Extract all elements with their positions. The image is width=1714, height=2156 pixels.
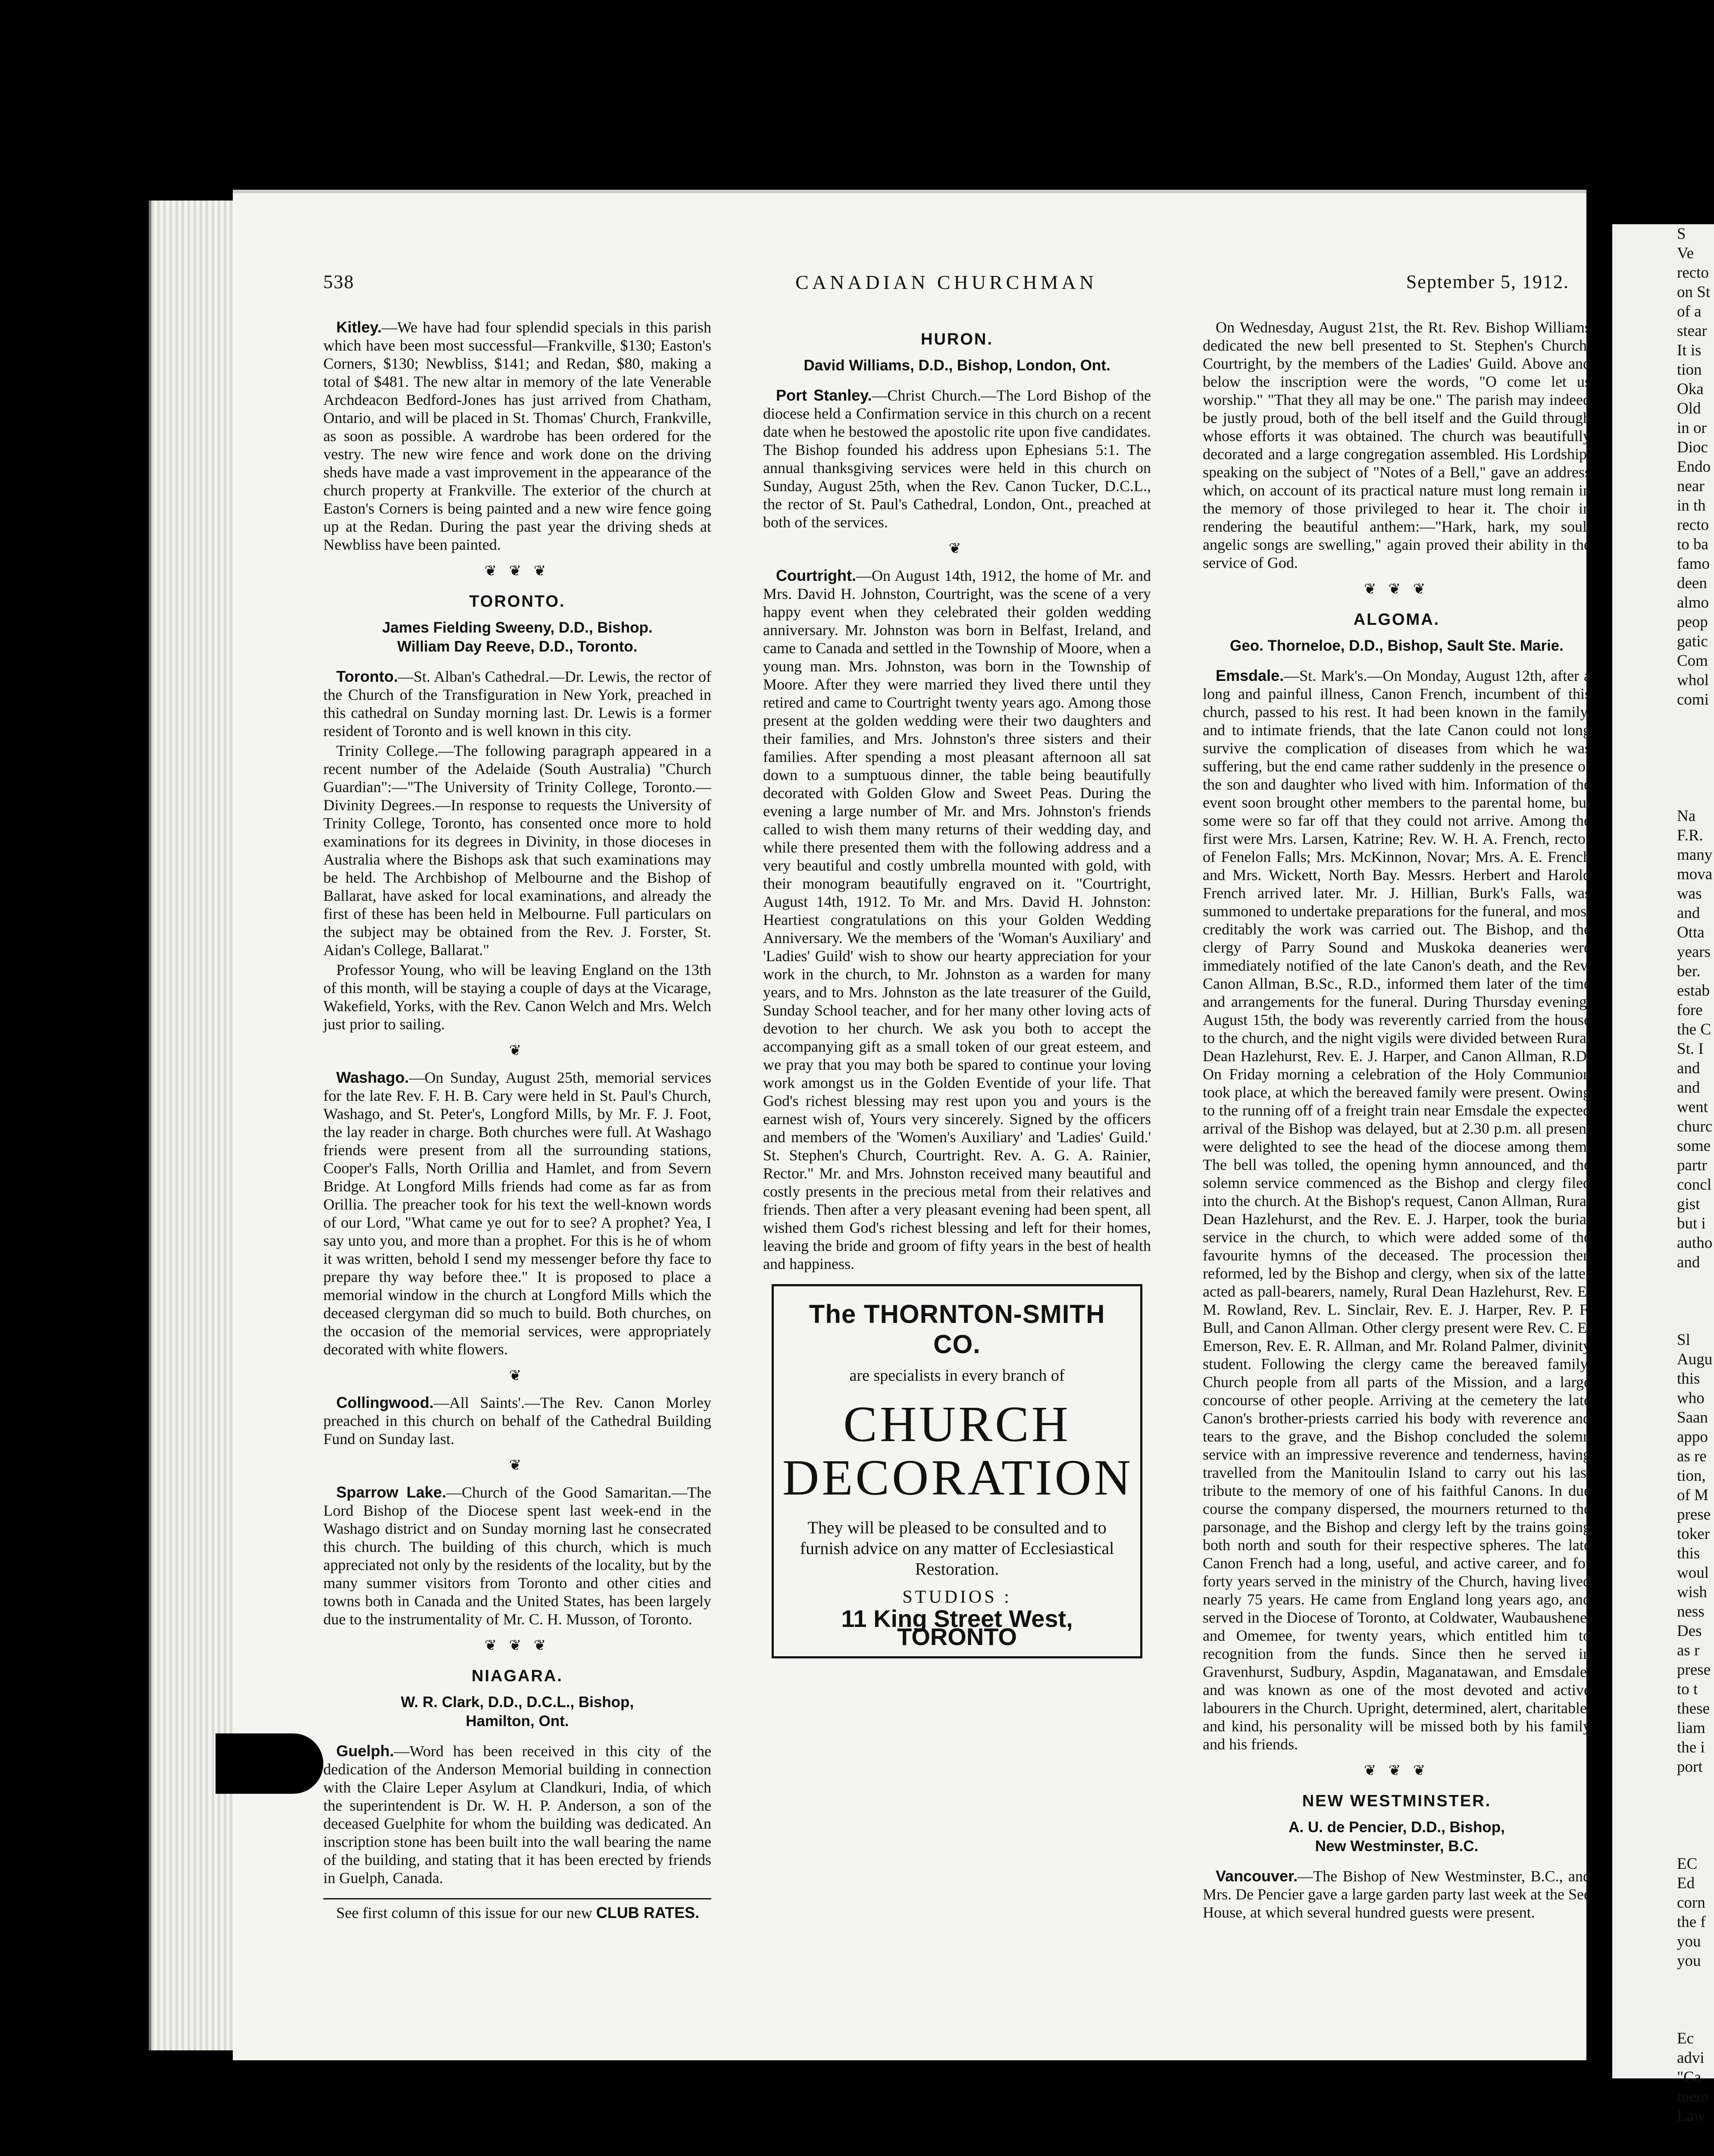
bell-dedication-paragraph: On Wednesday, August 21st, the Rt. Rev. Bishop Williams dedicated the new bell presented to St. Stephen's Church, Courtright, by the members of the Ladies' Guild. Above and below the inscription were the words, "O come let us worship." "That they all may be one." The parish may indeed be justly proud, both of the bell itself and the Guild through whose efforts it was obtained. The church was beautifully decorated and a large congregation assembled. His Lordship, speaking on the subject of "Notes of a Bell," gave an address which, on account of its practical nature must long remain in the memory of those privileged to hear it. The choir in rendering the beautiful anthem:—"Hark, hark, my soul, angelic songs are swelling," again proved their ability in the service of God. [1203, 319, 1591, 571]
facing-page-line: whol [1677, 671, 1709, 689]
sparrow-lake-lead: Sparrow Lake. [336, 1483, 447, 1501]
facing-page-line [1612, 1971, 1714, 1990]
kitley-lead: Kitley. [336, 318, 382, 336]
section-ornament: ❦ [509, 1457, 526, 1473]
facing-page-line: Otta [1677, 924, 1705, 941]
facing-page-line: It is [1677, 342, 1701, 359]
divider [323, 1898, 711, 1899]
facing-page-line: and [1677, 1059, 1700, 1077]
facing-page-line: near [1677, 477, 1705, 495]
facing-page-line: the i [1677, 1739, 1705, 1756]
facing-page-text [1612, 224, 1714, 2126]
facing-page-line [1612, 1835, 1714, 1854]
facing-page-line: you [1677, 1933, 1701, 1950]
section-ornament: ❦ [509, 1368, 526, 1384]
toronto-text: —St. Alban's Cathedral.—Dr. Lewis, the rector of the Church of the Transfiguration in New York, preached in this cathedral on Sunday morning last. Dr. Lewis is a former resident of Toronto and is well known in this city. [323, 668, 711, 740]
ad-decoration: DECORATION [782, 1449, 1133, 1506]
facing-page-line: on St [1677, 283, 1711, 301]
facing-page-line: EC [1677, 1855, 1698, 1873]
facing-page-line: recto [1677, 516, 1709, 534]
facing-page-line: Augu [1677, 1351, 1713, 1368]
port-stanley-article [763, 386, 1151, 531]
column-3 [1203, 318, 1591, 1923]
section-ornament: ❦ [948, 541, 966, 557]
running-header [323, 271, 1569, 310]
facing-page-line [1612, 2009, 1714, 2029]
facing-page-line: to t [1677, 1680, 1698, 1698]
algoma-heading: ALGOMA. [1353, 611, 1440, 629]
issue-date: September 5, 1912. [1406, 271, 1569, 292]
facing-page-line: prese [1677, 1506, 1711, 1523]
courtright-article [763, 567, 1151, 1273]
facing-page-line [1612, 1311, 1714, 1330]
ad-specialists-line: are specialists in every branch of [849, 1366, 1065, 1385]
facing-page-line: the C [1677, 1021, 1711, 1038]
facing-page-line: advi [1677, 2049, 1705, 2067]
facing-page-line: Sl [1677, 1331, 1690, 1349]
facing-page-line: Ec [1677, 2030, 1694, 2047]
magazine-page [233, 190, 1591, 2060]
facing-page-line: mem [1677, 2088, 1709, 2106]
washago-article [323, 1069, 711, 1358]
sparrow-lake-article [323, 1483, 711, 1628]
toronto-lead: Toronto. [336, 667, 398, 685]
facing-page-line: Endo [1677, 458, 1711, 476]
niagara-heading: NIAGARA. [472, 1667, 563, 1685]
facing-page-line: Na [1677, 807, 1696, 825]
kitley-text: —We have had four splendid specials in this parish which have been most successful—Frankville, $130; Easton's Corners, $130; Newbliss, $141; and Redan, $80, making a total of $481. The new altar in memory of the late Venerable Archdeacon Bedford-Jones has just arrived from Chatham, Ontario, and will be placed in St. Thomas' Church, Frankville, as soon as possible. A wardrobe has been ordered for the vestry. The new wire fence and work done on the driving sheds have made a vast improvement in the appearance of the church property at Frankville. The exterior of the church at Easton's Corners is being painted and a new wire fence going up at the Redan. During the past year the driving sheds at Newbliss have been painted. [323, 319, 711, 553]
facing-page-line: peop [1677, 613, 1708, 631]
facing-page-line: Law [1677, 2107, 1705, 2125]
facing-page-line [1612, 1815, 1714, 1835]
facing-page-line: comi [1677, 691, 1709, 708]
facing-page-line: Old [1677, 400, 1701, 417]
facing-page-line: and [1677, 1079, 1700, 1097]
facing-page-line: in or [1677, 419, 1707, 437]
facing-page-line: went [1677, 1098, 1708, 1116]
facing-page-line: autho [1677, 1234, 1713, 1252]
facing-page-line: churc [1677, 1118, 1713, 1135]
section-ornament: ❦ ❦ ❦ [484, 1638, 550, 1654]
facing-page-line: to ba [1677, 536, 1708, 553]
facing-page-line: mova [1677, 865, 1713, 883]
facing-page-line: corn [1677, 1894, 1705, 1912]
facing-page-line [1612, 1291, 1714, 1311]
guelph-text: —Word has been received in this city of the dedication of the Anderson Memorial building in connection with the Claire Leper Asylum at Clandkuri, India, of which the superintendent is Dr. W. H. P. Anderson, a son of the deceased Guelphite for whom the building was dedicated. An inscription stone has been built into the wall bearing the name of the building, and stating that it has been erected by friends in Guelph, Canada. [323, 1742, 711, 1887]
niagara-bishops [323, 1693, 711, 1731]
facing-page-line: "Ca [1677, 2068, 1701, 2086]
facing-page-line: was [1677, 885, 1702, 903]
section-ornament: ❦ ❦ ❦ [1364, 1763, 1430, 1779]
facing-page-line: but i [1677, 1215, 1706, 1232]
facing-page-line: liam [1677, 1719, 1705, 1737]
toronto-bishop-line-2: William Day Reeve, D.D., Toronto. [397, 638, 638, 655]
facing-page-line: Des [1677, 1622, 1702, 1640]
facing-page-line: of a [1677, 303, 1701, 320]
facing-page-line: this [1677, 1545, 1700, 1562]
facing-page-line [1612, 1272, 1714, 1291]
facing-page-line: recto [1677, 264, 1709, 282]
thornton-smith-advertisement [772, 1284, 1142, 1658]
niagara-bishop-line-1: W. R. Clark, D.D., D.C.L., Bishop, [400, 1694, 634, 1711]
facing-page-line: you [1677, 1952, 1701, 1970]
facing-page-fragment [1612, 224, 1714, 2125]
facing-page-line: prese [1677, 1661, 1711, 1679]
washago-lead: Washago. [336, 1069, 409, 1086]
vancouver-text: —The Bishop of New Westminster, B.C., and Mrs. De Pencier gave a large garden party last week at the See House, at which several hundred guests were present. [1203, 1868, 1591, 1921]
ad-studios-label: STUDIOS : [902, 1587, 1012, 1607]
facing-page-line: Ed [1677, 1874, 1695, 1892]
facing-page-line: years [1677, 943, 1711, 961]
vancouver-article [1203, 1867, 1591, 1921]
facing-page-line: estab [1677, 982, 1710, 1000]
publication-title: CANADIAN CHURCHMAN [795, 271, 1097, 293]
facing-page-line: as r [1677, 1642, 1700, 1659]
facing-page-line: Dioc [1677, 439, 1708, 456]
kitley-article [323, 318, 711, 554]
facing-page-line: this [1677, 1370, 1700, 1388]
facing-page-line: Com [1677, 652, 1708, 670]
new-westminster-heading: NEW WESTMINSTER. [1302, 1792, 1492, 1810]
page-number: 538 [323, 271, 354, 292]
algoma-bishop: Geo. Thorneloe, D.D., Bishop, Sault Ste. Marie. [1230, 637, 1564, 654]
collingwood-article [323, 1394, 711, 1448]
new-westminster-bishop-line-1: A. U. de Pencier, D.D., Bishop, [1289, 1819, 1505, 1836]
facing-page-line: tion [1677, 361, 1702, 379]
club-note-text: See first column of this issue for our new [336, 1904, 592, 1921]
vancouver-lead: Vancouver. [1216, 1867, 1298, 1885]
facing-page-line [1612, 768, 1714, 787]
guelph-article [323, 1742, 711, 1887]
section-ornament: ❦ ❦ ❦ [1364, 581, 1430, 597]
facing-page-line: of M [1677, 1486, 1708, 1504]
new-westminster-bishops [1203, 1818, 1591, 1856]
facing-page-line: almo [1677, 594, 1709, 611]
facing-page-line: who [1677, 1389, 1705, 1407]
facing-page-line: the f [1677, 1913, 1706, 1931]
facing-page-line: some [1677, 1137, 1711, 1155]
facing-page-line: concl [1677, 1176, 1712, 1194]
facing-page-line [1612, 709, 1714, 729]
professor-young-paragraph: Professor Young, who will be leaving England on the 13th of this month, will be staying a couple of days at the Vicarage, Wakefield, Yorks, with the Rev. Canon Welch and Mrs. Welch just prior to sailing. [323, 961, 711, 1033]
huron-heading: HURON. [921, 330, 993, 348]
facing-page-line: woul [1677, 1564, 1709, 1582]
ad-consult-text: They will be pleased to be consulted and to furnish advice on any matter of Ecclesiastical Restoration. [800, 1518, 1114, 1579]
port-stanley-lead: Port Stanley. [776, 386, 872, 404]
toronto-heading: TORONTO. [469, 592, 566, 611]
facing-page-line: and [1677, 1253, 1700, 1271]
collingwood-text: —All Saints'.—The Rev. Canon Morley preached in this church on behalf of the Cathedral Building Fund on Sunday last. [323, 1394, 711, 1448]
ad-church: CHURCH [843, 1396, 1071, 1452]
facing-page-line: Oka [1677, 380, 1704, 398]
club-rates-note [323, 1904, 711, 1922]
facing-page-line [1612, 729, 1714, 748]
ad-address: 11 King Street West, TORONTO [841, 1605, 1073, 1650]
courtright-text: —On August 14th, 1912, the home of Mr. and Mrs. David H. Johnston, Courtright, was the scene of a very happy event when they celebrated their golden wedding anniversary. Mr. Johnston was born in Belfast, Ireland, and came to Canada and settled in the Township of Moore, when a young man. Mrs. Johnston, was born in the Township of Moore. After they were married they lived there until they retired and came to Courtright twenty years ago. Among those present at the golden wedding were their two daughters and their families, and Mrs. Johnston's three sisters and their families. After spending a most pleasant afternoon all sat down to a sumptuous dinner, the table being beautifully decorated with Golden Glow and Sweet Peas. During the evening a large number of Mr. and Mrs. Johnston's friends called to wish them many returns of their wedding day, and while there presented them with the following address and a very beautiful and costly umbrella mounted with gold, with their monogram beautifully engraved on it. "Courtright, August 14th, 1912. To Mr. and Mrs. David H. Johnston: Heartiest congratulations on this your Golden Wedding Anniversary. We the members of the 'Woman's Auxiliary' and 'Ladies' Guild' wish to show our hearty appreciation for your work in the church, to Mr. Johnston as a warden for many years, and to Mrs. Johnston as the late treasurer of the Guild, Sunday School teacher, and for her many other loving acts of devotion to her church. We ask you both to accept the accompanying gift as a small token of our great esteem, and we pray that you may both be spared to continue your loving work amongst us in the Golden Eventide of your life. That God's richest blessing may rest upon you and yours is the earnest wish of, Yours very sincerely. Signed by the officers and members of the 'Women's Auxiliary' and 'Ladies' Guild.' St. Stephen's Church, Courtright. Rev. A. G. A. Rainier, Rector." Mr. and Mrs. Johnston received many beautiful and costly presents in the precious metal from their relatives and friends. Then after a very pleasant evening had been spent, all wished them God's richest blessing and left for their homes, leaving the bride and groom of fifty years in the best of health and happiness. [763, 567, 1151, 1272]
port-stanley-text: —Christ Church.—The Lord Bishop of the diocese held a Confirmation service in this church on a recent date when he bestowed the apostolic rite upon five candidates. The Bishop founded his address upon Ephesians 5:1. The annual thanksgiving services were held in this church on Sunday, August 25th, when the Rev. Canon Tucker, D.C.L., the rector of St. Paul's Cathedral, London, Ont., preached at both of the services. [763, 387, 1151, 531]
ad-company-name: The THORNTON-SMITH CO. [809, 1300, 1105, 1359]
column-2 [763, 318, 1151, 1658]
trinity-college-paragraph: Trinity College.—The following paragraph appeared in a recent number of the Adelaide (South Australia) "Church Guardian":—"The University of Trinity College, Toronto.—Divinity Degrees.—In response to requests the University of Trinity College, Toronto, has consented once more to hold examinations for its degrees in Divinity, in those dioceses in Australia where the Bishops ask that such examinations may be held. The Archbishop of Melbourne and the Bishop of Ballarat, have asked for local examinations, and already the first of these has been held in Melbourne. Full particulars on the subject may be obtained from the Rev. J. Forster, St. Aidan's College, Ballarat." [323, 742, 711, 959]
toronto-bishops [323, 618, 711, 656]
sparrow-lake-text: —Church of the Good Samaritan.—The Lord Bishop of the Diocese spent last week-end in the Washago district and on Sunday morning last he consecrated this church. The building of this church, which is much appreciated not only by the residents of the locality, but by the many summer visitors from Toronto and other cities and towns both in Canada and the United States, has been largely due to the instrumentality of Mr. C. H. Musson, of Toronto. [323, 1484, 711, 1628]
facing-page-line [1612, 1796, 1714, 1815]
huron-bishop: David Williams, D.D., Bishop, London, Ont. [804, 357, 1110, 374]
facing-page-line: toker [1677, 1525, 1710, 1543]
facing-page-line: tion, [1677, 1467, 1706, 1485]
facing-page-line: famo [1677, 555, 1710, 573]
club-rates-label: CLUB RATES. [596, 1904, 700, 1921]
column-1 [323, 318, 711, 1924]
collingwood-lead: Collingwood. [336, 1394, 434, 1411]
facing-page-line: as re [1677, 1448, 1707, 1465]
facing-page-line: partr [1677, 1156, 1707, 1174]
facing-page-line: these [1677, 1700, 1710, 1717]
facing-page-line: Saan [1677, 1409, 1708, 1426]
emsdale-text: —St. Mark's.—On Monday, August 12th, after a long and painful illness, Canon French, incumbent of this church, passed to his rest. It had been known in the family, and to intimate friends, that the late Canon could not long survive the complication of diseases from which he was suffering, but the end came rather suddenly in the presence of the son and daughter who lived with him. Information of the event soon brought other members to the parental home, but some were so far off that they could not arrive. Among the first were Mrs. Larsen, Katrine; Rev. W. H. A. French, rector of Fenelon Falls; Mrs. McKinnon, Novar; Mrs. A. E. French and Mrs. Wickett, North Bay. Messrs. Herbert and Harold French arrived later. Mr. J. Hillian, Burk's Falls, was summoned to undertake preparations for the funeral, and most creditably the work was carried out. The Bishop, and the clergy of Parry Sound and Muskoka deaneries were immediately notified of the late Canon's death, and the Rev. Canon Allman, B.Sc., R.D., informed them later of the time and arrangements for the funeral. During Thursday evening, August 15th, the body was reverently carried from the house to the church, and the night vigils were divided between Rural Dean Hazlehurst, Rev. E. J. Harper, and Canon Allman, R.D. On Friday morning a celebration of the Holy Communion took place, at which the bereaved family were present. Owing to the running off of a freight train near Emsdale the expected arrival of the Bishop was delayed, but at 2.30 p.m. all present were delighted to see the head of the diocese among them. The bell was tolled, the opening hymn announced, and the solemn service commenced as the Bishop and clergy filed into the church. At the Bishop's request, Canon Allman, Rural Dean Hazlehurst, and the Rev. E. J. Harper, took the burial service in the church, to which were added some of the favourite hymns of the deceased. The procession then reformed, led by the Bishop and clergy, when six of the latter acted as pall-bearers, namely, Rural Dean Hazlehurst, Rev. E. M. Rowland, Rev. L. Sinclair, Rev. E. J. Harper, Rev. P. F. Bull, and Canon Allman. Other clergy present were Rev. C. E. Emerson, Rev. E. R. Allman, and Mr. Roland Palmer, divinity student. Following the clergy came the bereaved family, Church people from all parts of the Mission, and a large concourse of other people. Arriving at the cemetery the late Canon's brother-priests carried his body with reverence and tears to the grave, and the Bishop concluded the solemn service with an impressive reverence and tenderness, having travelled from the Manitoulin Island to carry out his last tribute to the memory of one of his faithful Canons. In due course the company dispersed, the mourners returned to the parsonage, and the Bishop and clergy left by the trains going both north and south for their respective spheres. The late Canon French had a long, useful, and active career, and for forty years served in the ministry of the Church, having lived nearly 75 years. He came from England long years ago, and served in the Diocese of Toronto, at Coldwater, Waubaushene, and Omemee, for twenty years, which entitled him to recognition from the funds. Since then he served in Gravenhurst, Sudbury, Aspdin, Maganatawan, and Emsdale, and was known as one of the most devoted and active labourers in the Church. Upright, determined, alert, charitable, and kind, his personality will be missed both by his family and his friends. [1203, 667, 1591, 1753]
facing-page-line: S [1677, 225, 1686, 243]
facing-page-line: appo [1677, 1428, 1708, 1446]
facing-page-line: many [1677, 846, 1713, 864]
toronto-article [323, 667, 711, 740]
facing-page-line: and [1677, 904, 1700, 922]
facing-page-line: gist [1677, 1195, 1700, 1213]
facing-page-line: gatic [1677, 633, 1708, 650]
facing-page-line: ness [1677, 1603, 1705, 1620]
emsdale-article [1203, 667, 1591, 1753]
toronto-bishop-line-1: James Fielding Sweeny, D.D., Bishop. [382, 619, 653, 636]
facing-page-line: port [1677, 1758, 1703, 1776]
facing-page-line [1612, 787, 1714, 806]
emsdale-lead: Emsdale. [1216, 667, 1284, 684]
facing-page-line: ber. [1677, 962, 1701, 980]
niagara-bishop-line-2: Hamilton, Ont. [466, 1713, 569, 1730]
facing-page-line: St. I [1677, 1040, 1704, 1058]
facing-page-line [1612, 1990, 1714, 2009]
guelph-lead: Guelph. [336, 1742, 394, 1760]
facing-page-line: fore [1677, 1001, 1703, 1019]
facing-page-line: in th [1677, 497, 1706, 514]
facing-page-line: stear [1677, 322, 1707, 340]
washago-text: —On Sunday, August 25th, memorial services for the late Rev. F. H. B. Cary were held in St. Paul's Church, Washago, and St. Peter's, Longford Mills, by Mr. F. J. Foot, the lay reader in charge. Both churches were full. At Washago friends were present from all the surrounding stations, Cooper's Falls, North Orillia and Hamlet, and from Severn Bridge. At Longford Mills friends had come as far as from Orillia. The preacher took for his text the well-known words of our Lord, "What came ye out for to see? A prophet? Yea, I say unto you, and more than a prophet. For this is he of whom it was written, behold I send my messenger before thy face to prepare thy way before thee." It is proposed to place a memorial window in the church at Longford Mills which the deceased clergyman did so much to build. Both churches, on the occasion of the memorial services, were appropriately decorated with white flowers. [323, 1069, 711, 1358]
thumb-shadow [216, 1733, 323, 1794]
facing-page-line [1612, 1777, 1714, 1796]
facing-page-line: deen [1677, 574, 1707, 592]
section-ornament: ❦ ❦ ❦ [484, 563, 550, 579]
new-westminster-bishop-line-2: New Westminster, B.C. [1315, 1838, 1479, 1855]
facing-page-line: wish [1677, 1583, 1707, 1601]
section-ornament: ❦ [509, 1043, 526, 1059]
facing-page-line: Ve [1677, 244, 1694, 262]
courtright-lead: Courtright. [776, 567, 856, 584]
facing-page-line: F.R. [1677, 827, 1703, 844]
facing-page-line [1612, 748, 1714, 768]
